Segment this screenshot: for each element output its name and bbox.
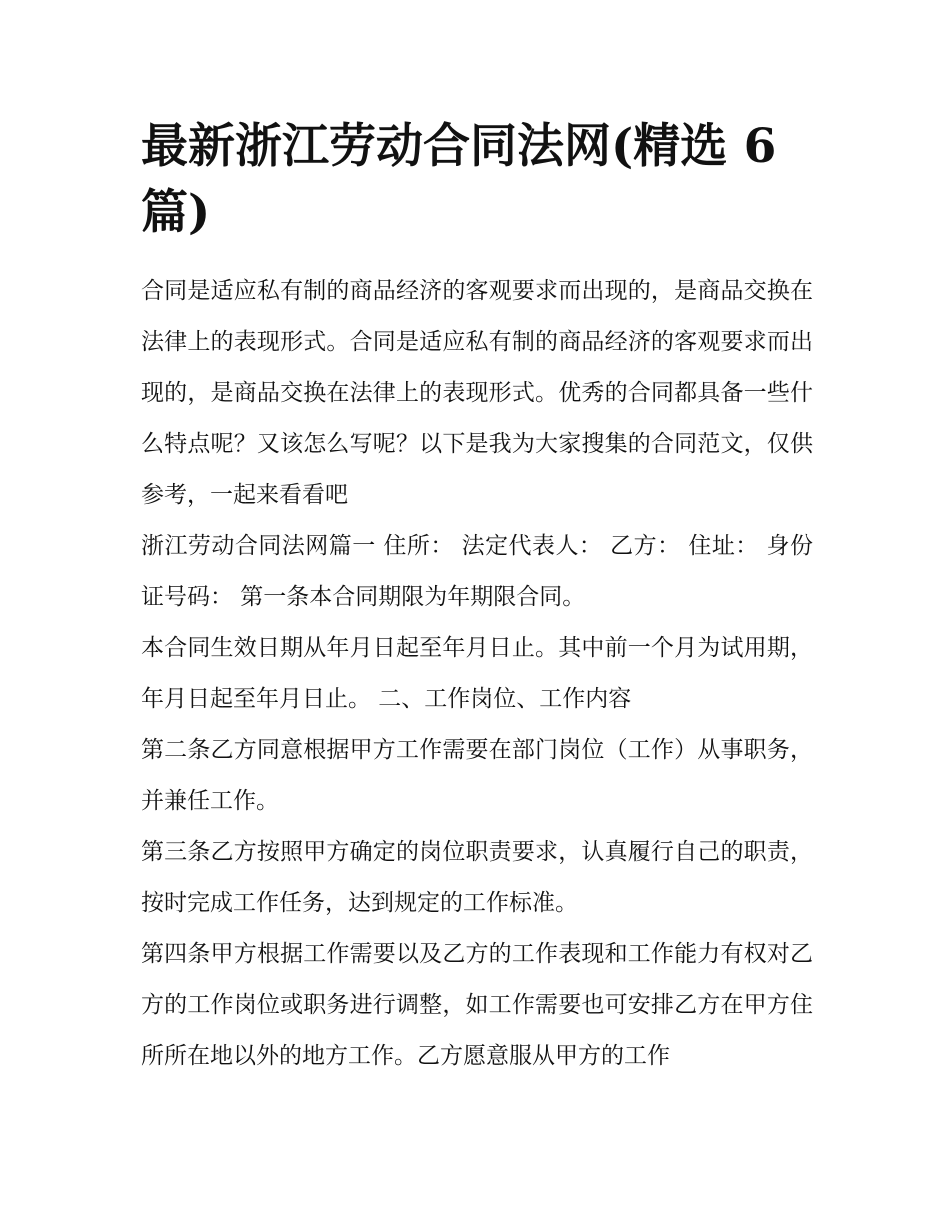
- contract-term-paragraph: 本合同生效日期从年月日起至年月日止。其中前一个月为试用期，年月日起至年月日止。 二、工作岗位、工作内容: [141, 635, 813, 712]
- intro-paragraph: 合同是适应私有制的商品经济的客观要求而出现的，是商品交换在法律上的表现形式。合同是适应私有制的商品经济的客观要求而出现的，是商品交换在法律上的表现形式。优秀的合同都具备一些什么特点呢？又该怎么写呢？以下是我为大家搜集的合同范文，仅供参考，一起来看看吧: [141, 278, 813, 508]
- article-three-paragraph: 第三条乙方按照甲方确定的岗位职责要求，认真履行自己的职责，按时完成工作任务，达到规定的工作标准。: [141, 839, 813, 916]
- article-two-paragraph: 第二条乙方同意根据甲方工作需要在部门岗位（工作）从事职务，并兼任工作。: [141, 737, 813, 814]
- document-page: [141, 114, 813, 1082]
- document-title: 最新浙江劳动合同法网(精选 6 篇): [141, 119, 777, 240]
- contract-parties-paragraph: 浙江劳动合同法网篇一 住所： 法定代表人： 乙方： 住址： 身份证号码： 第一条本合同期限为年期限合同。: [141, 533, 813, 610]
- article-four-paragraph: 第四条甲方根据工作需要以及乙方的工作表现和工作能力有权对乙方的工作岗位或职务进行调整，如工作需要也可安排乙方在甲方住所所在地以外的地方工作。乙方愿意服从甲方的工作: [141, 941, 813, 1069]
